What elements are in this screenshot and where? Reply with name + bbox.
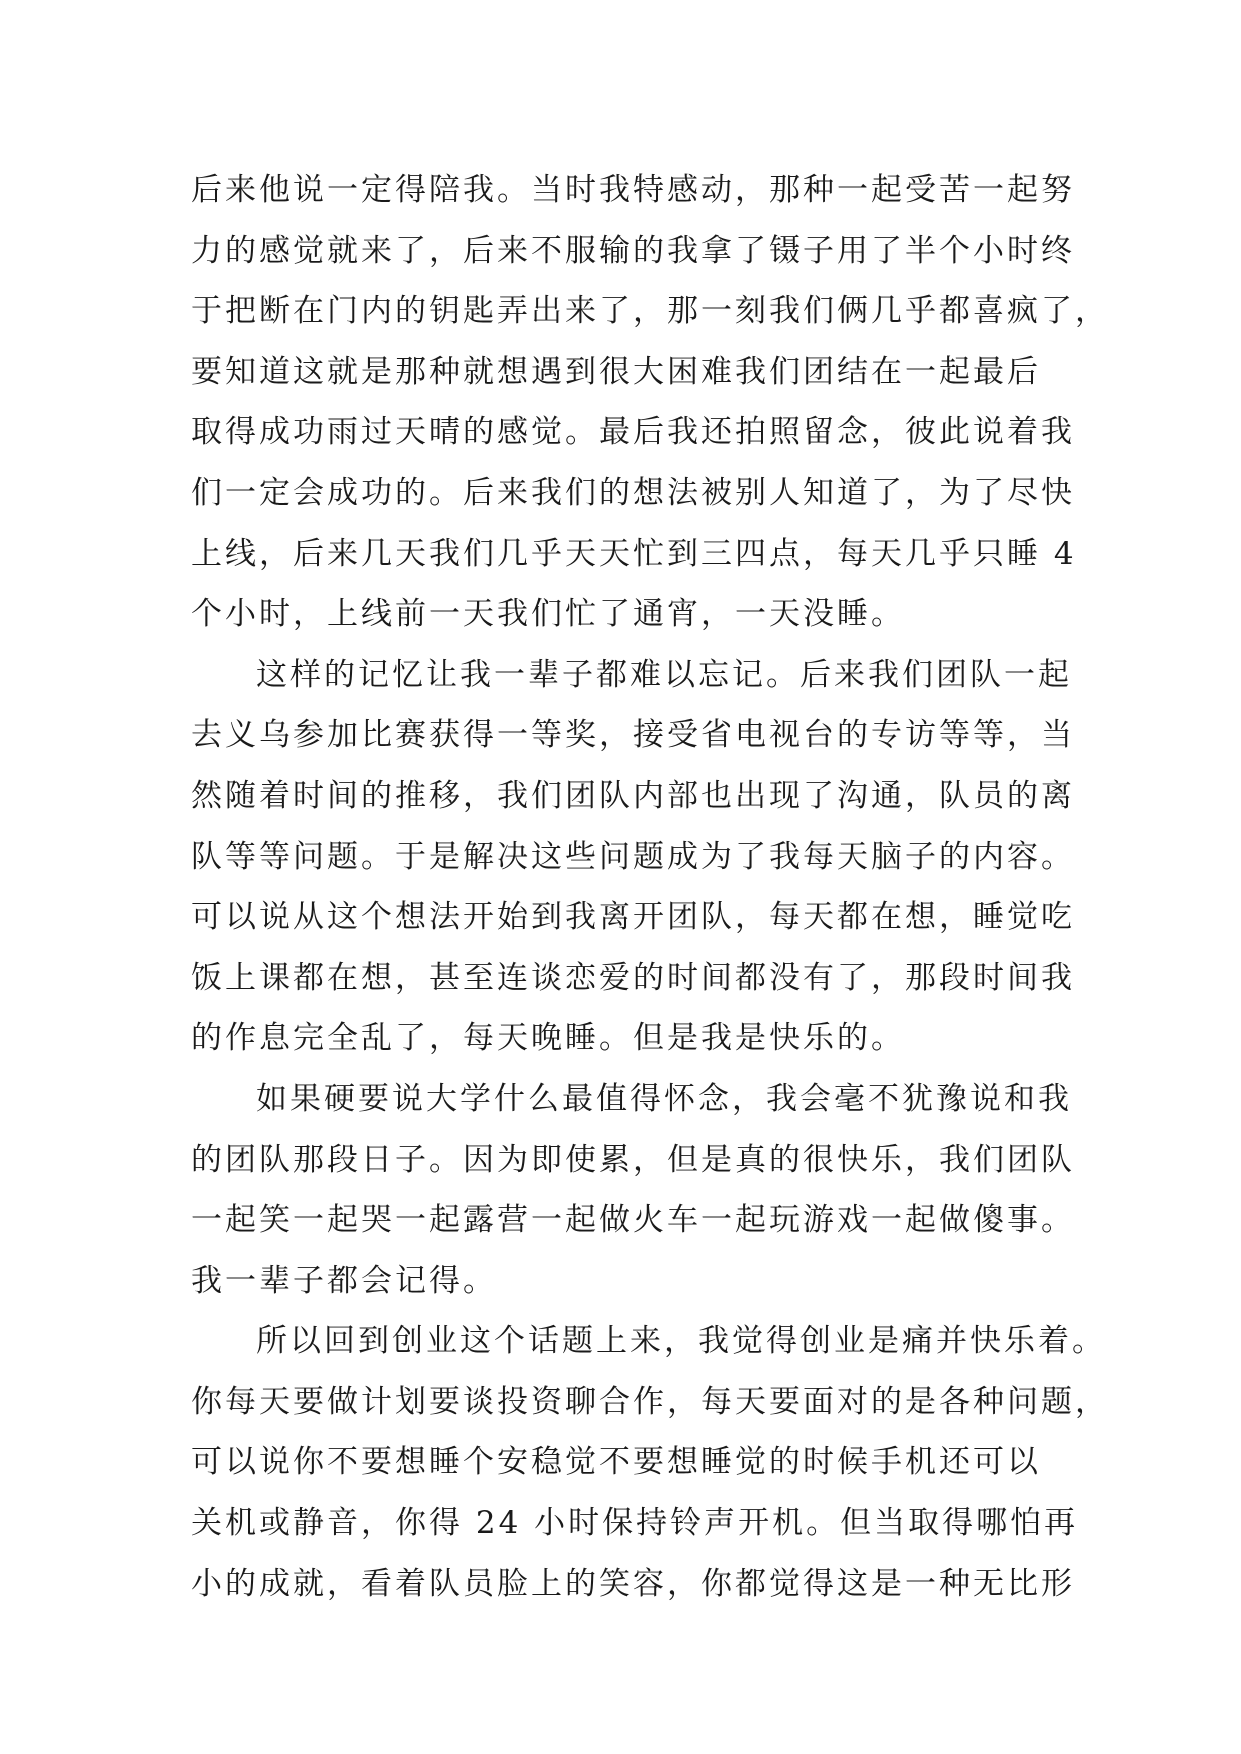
paragraph-first-line: 这样的记忆让我一辈子都难以忘记。后来我们团队一起 [256, 656, 1072, 693]
text-line: 然随着时间的推移，我们团队内部也出现了沟通，队员的离 [191, 777, 1075, 814]
text-line: 队等等问题。于是解决这些问题成为了我每天脑子的内容。 [191, 838, 1075, 875]
text-line: 可以说从这个想法开始到我离开团队，每天都在想，睡觉吃 [191, 899, 1075, 936]
paragraph-first-line: 如果硬要说大学什么最值得怀念，我会毫不犹豫说和我 [256, 1080, 1072, 1117]
body-text [191, 160, 1109, 1614]
text-line: 去义乌参加比赛获得一等奖，接受省电视台的专访等等，当 [191, 717, 1075, 754]
text-line: 力的感觉就来了，后来不服输的我拿了镊子用了半个小时终 [191, 232, 1075, 269]
text-line: 我一辈子都会记得。 [191, 1262, 497, 1299]
text-line: 个小时，上线前一天我们忙了通宵，一天没睡。 [191, 596, 905, 633]
text-line: 饭上课都在想，甚至连谈恋爱的时间都没有了，那段时间我 [191, 959, 1075, 996]
paragraph-first-line: 所以回到创业这个话题上来，我觉得创业是痛并快乐着。 [256, 1323, 1106, 1360]
text-line: 于把断在门内的钥匙弄出来了，那一刻我们俩几乎都喜疯了， [191, 293, 1109, 330]
text-line: 们一定会成功的。后来我们的想法被别人知道了，为了尽快 [191, 474, 1075, 511]
text-line: 一起笑一起哭一起露营一起做火车一起玩游戏一起做傻事。 [191, 1202, 1075, 1239]
text-line: 可以说你不要想睡个安稳觉不要想睡觉的时候手机还可以 [191, 1444, 1041, 1481]
text-line: 小的成就，看着队员脸上的笑容，你都觉得这是一种无比形 [191, 1565, 1075, 1602]
text-line: 上线，后来几天我们几乎天天忙到三四点，每天几乎只睡 4 [191, 535, 1077, 572]
text-line: 的团队那段日子。因为即使累，但是真的很快乐，我们团队 [191, 1141, 1075, 1178]
text-line: 的作息完全乱了，每天晚睡。但是我是快乐的。 [191, 1020, 905, 1057]
text-line: 你每天要做计划要谈投资聊合作，每天要面对的是各种问题， [191, 1383, 1109, 1420]
text-line: 取得成功雨过天晴的感觉。最后我还拍照留念，彼此说着我 [191, 414, 1075, 451]
text-line: 要知道这就是那种就想遇到很大困难我们团结在一起最后 [191, 353, 1041, 390]
text-line: 后来他说一定得陪我。当时我特感动，那种一起受苦一起努 [191, 172, 1075, 208]
text-line: 关机或静音，你得 24 小时保持铃声开机。但当取得哪怕再 [191, 1505, 1079, 1542]
